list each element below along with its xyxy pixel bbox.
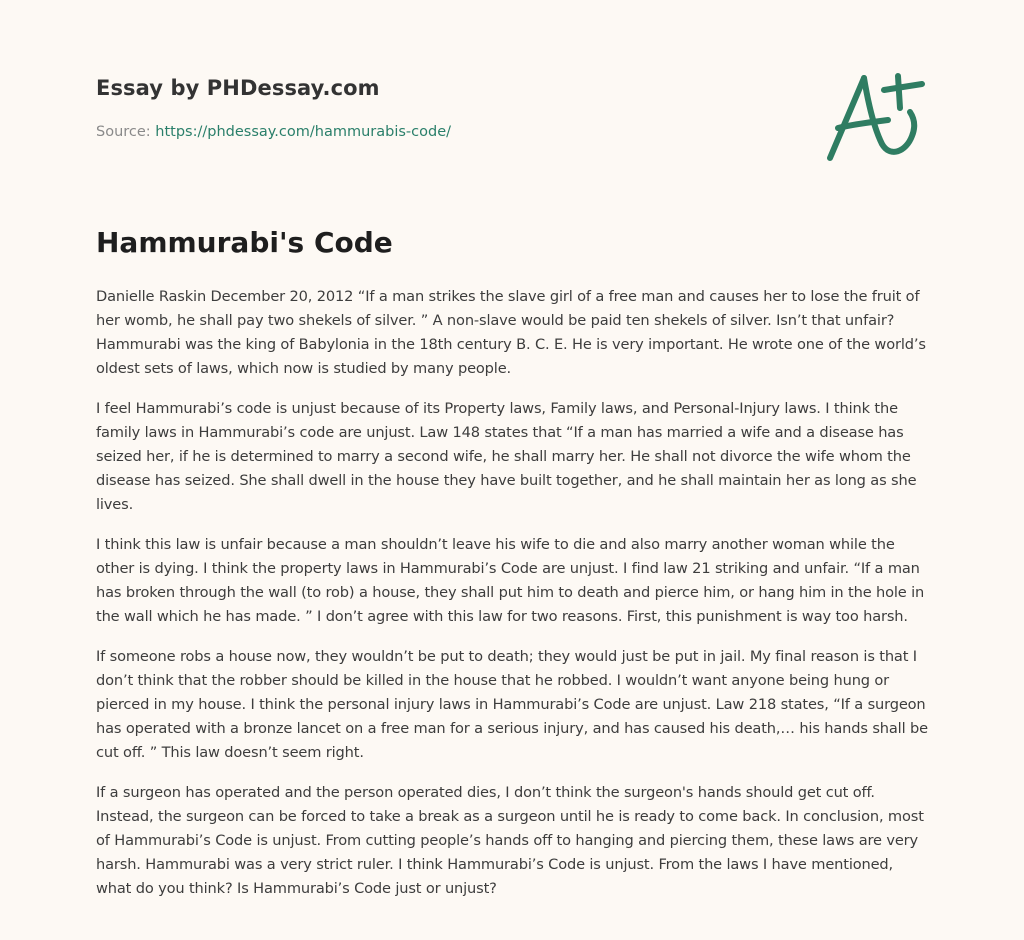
essay-body — [96, 285, 932, 917]
essay-title: Hammurabi's Code — [96, 226, 393, 259]
source-link[interactable]: https://phdessay.com/hammurabis-code/ — [155, 124, 451, 140]
source-line — [96, 124, 451, 140]
source-label: Source: — [96, 124, 151, 140]
site-title: Essay by PHDessay.com — [96, 76, 380, 100]
essay-paragraph: Danielle Raskin December 20, 2012 “If a man strikes the slave girl of a free man and causes her to lose the fruit of her womb, he shall pay two shekels of silver. ” A non-slave would be paid ten shekels of silver. Isn’t that unfair? Hammurabi was the king of Babylonia in the 18th century B. C. E. He is very important. He wrote one of the world’s oldest sets of laws, which now is studied by many people. — [96, 288, 926, 377]
essay-paragraph: I think this law is unfair because a man shouldn’t leave his wife to die and also marry another woman while the other is dying. I think the property laws in Hammurabi’s Code are unjust. I find law 21 striking and unfair. “If a man has broken through the wall (to rob) a house, they shall put him to death and pierce him, or hang him in the hole in the wall which he has made. ” I don’t agree with this law for two reasons. First, this punishment is way too harsh. — [96, 536, 925, 625]
a-plus-grade-icon — [824, 66, 928, 166]
essay-paragraph: If someone robs a house now, they wouldn’t be put to death; they would just be put in jail. My final reason is that I don’t think that the robber should be killed in the house that he robbed. I wouldn’t want anyone being hung or pierced in my house. I think the personal injury laws in Hammurabi’s Code are unjust. Law 218 states, “If a surgeon has operated with a bronze lancet on a free man for a serious injury, and has caused his death,… his hands shall be cut off. ” This law doesn’t seem right. — [96, 648, 928, 761]
essay-paragraph: I feel Hammurabi’s code is unjust because of its Property laws, Family laws, and Personal-Injury laws. I think the family laws in Hammurabi’s code are unjust. Law 148 states that “If a man has married a wife and a disease has seized her, if he is determined to marry a second wife, he shall marry her. He shall not divorce the wife whom the disease has seized. She shall dwell in the house they have built together, and he shall maintain her as long as she lives. — [96, 400, 917, 513]
essay-paragraph: If a surgeon has operated and the person operated dies, I don’t think the surgeon's hands should get cut off. Instead, the surgeon can be forced to take a break as a surgeon until he is ready to come back. In conclusion, most of Hammurabi’s Code is unjust. From cutting people’s hands off to hanging and piercing them, these laws are very harsh. Hammurabi was a very strict ruler. I think Hammurabi’s Code is unjust. From the laws I have mentioned, what do you think? Is Hammurabi’s Code just or unjust? — [96, 784, 924, 897]
